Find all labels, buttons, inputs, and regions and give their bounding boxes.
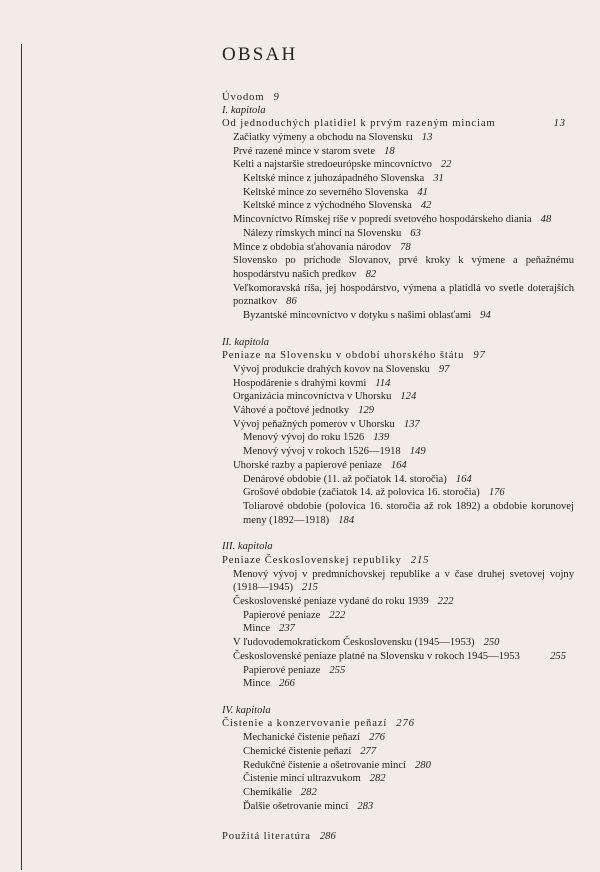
entry-title: Československé peniaze platné na Slovensku v rokoch 1945—1953 — [233, 650, 520, 662]
entry-title: Grošové obdobie (začiatok 14. až polovica 16. storočia) — [243, 487, 480, 499]
page-number: 277 — [360, 745, 377, 757]
page-title: OBSAH — [222, 44, 298, 65]
page-number: 86 — [286, 296, 297, 308]
toc-entry — [222, 172, 574, 186]
toc-entry — [222, 595, 574, 609]
entry-title: Nálezy rímskych mincí na Slovensku — [243, 227, 402, 239]
page-number: 129 — [358, 405, 375, 417]
page-number: 286 — [319, 831, 336, 843]
page-number: 215 — [302, 582, 318, 594]
entry-title: Ďalšie ošetrovanie mincí — [243, 800, 349, 812]
entry-title: Mechanické čistenie peňazí — [243, 732, 361, 744]
chapter-title-entry — [222, 349, 574, 363]
entry-title: Vývoj produkcie drahých kovov na Slovensku — [233, 363, 430, 375]
page-number: 124 — [400, 391, 417, 403]
page-number: 184 — [338, 514, 355, 526]
entry-title: Papierové peniaze — [243, 664, 321, 676]
page-number: 276 — [396, 718, 415, 730]
page-number: 97 — [473, 350, 486, 362]
entry-title: Vývoj peňažných pomerov v Uhorsku — [233, 418, 395, 430]
entry-title: Váhové a počtové jednotky — [233, 405, 350, 417]
page-number: 13 — [421, 131, 433, 143]
page-number: 164 — [390, 459, 407, 471]
toc-entry — [222, 445, 574, 459]
toc-entry — [222, 800, 574, 814]
toc-entry — [222, 609, 574, 623]
entry-title: Peniaze Československej republiky — [222, 554, 402, 566]
entry-title: Začiatky výmeny a obchodu na Slovensku — [233, 131, 413, 143]
page-number: 78 — [400, 241, 411, 253]
page-number: 282 — [369, 773, 386, 785]
toc-entry — [222, 363, 574, 377]
toc-entry — [222, 390, 574, 404]
page-number: 282 — [300, 786, 317, 798]
chapter-title-entry — [222, 717, 574, 731]
entry-title: Mincovníctvo Rímskej ríše v popredí svetového hospodárskeho diania — [233, 214, 532, 226]
entry-title: Denárové obdobie (11. až počiatok 14. storočia) — [243, 473, 447, 485]
entry-title: Čistenie mincí ultrazvukom — [243, 773, 361, 785]
toc-entry — [222, 459, 574, 473]
toc-entry — [222, 772, 574, 786]
page-number: 237 — [279, 623, 295, 635]
toc-entry — [222, 213, 574, 227]
entry-title: Úvodom — [222, 92, 265, 103]
chapter-section — [222, 105, 574, 323]
page-number: 250 — [483, 637, 500, 649]
page-number: 94 — [480, 310, 491, 322]
entry-title: Uhorské razby a papierové peniaze — [233, 459, 382, 471]
page-number: 48 — [540, 214, 552, 226]
entry-title: Menový vývoj v rokoch 1526—1918 — [243, 446, 401, 458]
entry-title: Keltské mince z juhozápadného Slovenska — [243, 173, 425, 185]
entry-title: Chemické čistenie peňazí — [243, 745, 352, 757]
chapter-section — [222, 705, 574, 813]
page-number: 41 — [417, 186, 428, 198]
toc-entry — [222, 186, 574, 200]
toc-entry — [222, 568, 574, 595]
toc-entry — [222, 759, 574, 773]
entry-title: Keltské mince z východného Slovenska — [243, 200, 412, 212]
toc-entry-literature — [222, 830, 574, 844]
page-number: 266 — [279, 678, 295, 690]
chapter-label: I. kapitola — [222, 104, 266, 116]
entry-title: Menový vývoj v predmníchovskej republike a v čase druhej svetovej vojny (1918—1945) — [233, 568, 574, 594]
entry-title: V ľudovodemokratickom Československu (1945—1953) — [233, 637, 475, 649]
page-number: 215 — [410, 554, 430, 566]
chapter-section — [222, 541, 574, 691]
page-number: 222 — [329, 609, 346, 621]
margin-rule — [21, 44, 22, 870]
toc-entry — [222, 650, 574, 664]
page-number: 164 — [455, 473, 472, 485]
page-number: 22 — [440, 159, 452, 171]
toc-entry — [222, 254, 574, 281]
toc-entry — [222, 227, 574, 241]
chapter-list — [222, 105, 574, 814]
toc-entry — [222, 500, 574, 527]
entry-title: Mince — [243, 623, 271, 635]
chapter-label: III. kapitola — [222, 541, 273, 553]
toc-entry — [222, 309, 574, 323]
entry-title: Menový vývoj do roku 1526 — [243, 432, 365, 444]
toc-entry-intro — [222, 91, 574, 105]
page-number: 283 — [357, 800, 374, 812]
chapter-label: IV. kapitola — [222, 704, 271, 716]
toc-entry — [222, 199, 574, 213]
page-number: 222 — [437, 596, 454, 607]
entry-title: Československé peniaze vydané do roku 1939 — [233, 596, 429, 607]
page-number: 42 — [420, 200, 432, 212]
page-number: 149 — [409, 446, 426, 458]
page-number: 13 — [553, 118, 566, 130]
toc-entry — [222, 145, 574, 159]
entry-title: Byzantské mincovníctvo v dotyku s našimi oblasťami — [243, 310, 472, 322]
chapter-title-entry — [222, 554, 574, 568]
page-number: 176 — [488, 487, 505, 499]
page-number: 82 — [365, 268, 377, 280]
entry-title: Čistenie a konzervovanie peňazí — [222, 718, 388, 730]
toc-entry — [222, 786, 574, 800]
toc-entry — [222, 731, 574, 745]
entry-title: Toliarové obdobie (polovica 16. storočia až rok 1892) a obdobie korunovej meny (1892—1918) — [243, 500, 574, 526]
page-number: 18 — [384, 145, 395, 157]
page-number: 139 — [373, 432, 390, 444]
entry-title: Prvé razené mince v starom svete — [233, 145, 376, 157]
toc-entry — [222, 636, 574, 650]
entry-title: Slovensko po príchode Slovanov, prvé kroky k výmene a peňažnému hospodárstvu našich predkov — [233, 255, 574, 280]
toc-entry — [222, 377, 574, 391]
toc-entry — [222, 664, 574, 678]
page-number: 276 — [369, 732, 385, 744]
toc-entry — [222, 677, 574, 691]
page-number: 9 — [273, 92, 280, 103]
entry-title: Redukčné čistenie a ošetrovanie mincí — [243, 759, 406, 771]
chapter-title-entry — [222, 117, 574, 131]
page-number: 255 — [550, 650, 566, 662]
entry-title: Veľkomoravská ríša, jej hospodárstvo, výmena a platidlá vo svetle doterajších poznatkov — [233, 282, 574, 308]
entry-title: Od jednoduchých platidiel k prvým razeným minciam — [222, 118, 496, 130]
page-number: 31 — [433, 173, 444, 185]
entry-title: Použitá literatúra — [222, 831, 311, 843]
toc-entry — [222, 282, 574, 309]
chapter-label: II. kapitola — [222, 336, 270, 348]
page-number: 63 — [410, 227, 421, 239]
page-number: 97 — [438, 363, 450, 375]
entry-title: Kelti a najstaršie stredoeurópske mincovníctvo — [233, 159, 432, 171]
toc-entry — [222, 486, 574, 500]
entry-title: Papierové peniaze — [243, 609, 321, 621]
toc-entry — [222, 158, 574, 172]
entry-title: Hospodárenie s drahými kovmi — [233, 377, 367, 389]
toc-entry — [222, 241, 574, 255]
toc-entry — [222, 418, 574, 432]
entry-title: Peniaze na Slovensku v období uhorského štátu — [222, 350, 465, 362]
toc-entry — [222, 473, 574, 487]
toc-entry — [222, 431, 574, 445]
toc-entry — [222, 745, 574, 759]
page-number: 280 — [414, 759, 431, 771]
toc-entry — [222, 131, 574, 145]
toc-entry — [222, 404, 574, 418]
page-number: 255 — [329, 664, 346, 676]
table-of-contents — [222, 91, 574, 844]
entry-title: Mince z obdobia sťahovania národov — [233, 241, 392, 253]
entry-title: Mince — [243, 678, 271, 690]
entry-title: Organizácia mincovníctva v Uhorsku — [233, 391, 392, 403]
page-number: 114 — [375, 377, 391, 389]
page-number: 137 — [403, 418, 420, 430]
entry-title: Chemikálie — [243, 786, 292, 798]
chapter-section — [222, 337, 574, 528]
entry-title: Keltské mince zo severného Slovenska — [243, 186, 409, 198]
toc-entry — [222, 622, 574, 636]
